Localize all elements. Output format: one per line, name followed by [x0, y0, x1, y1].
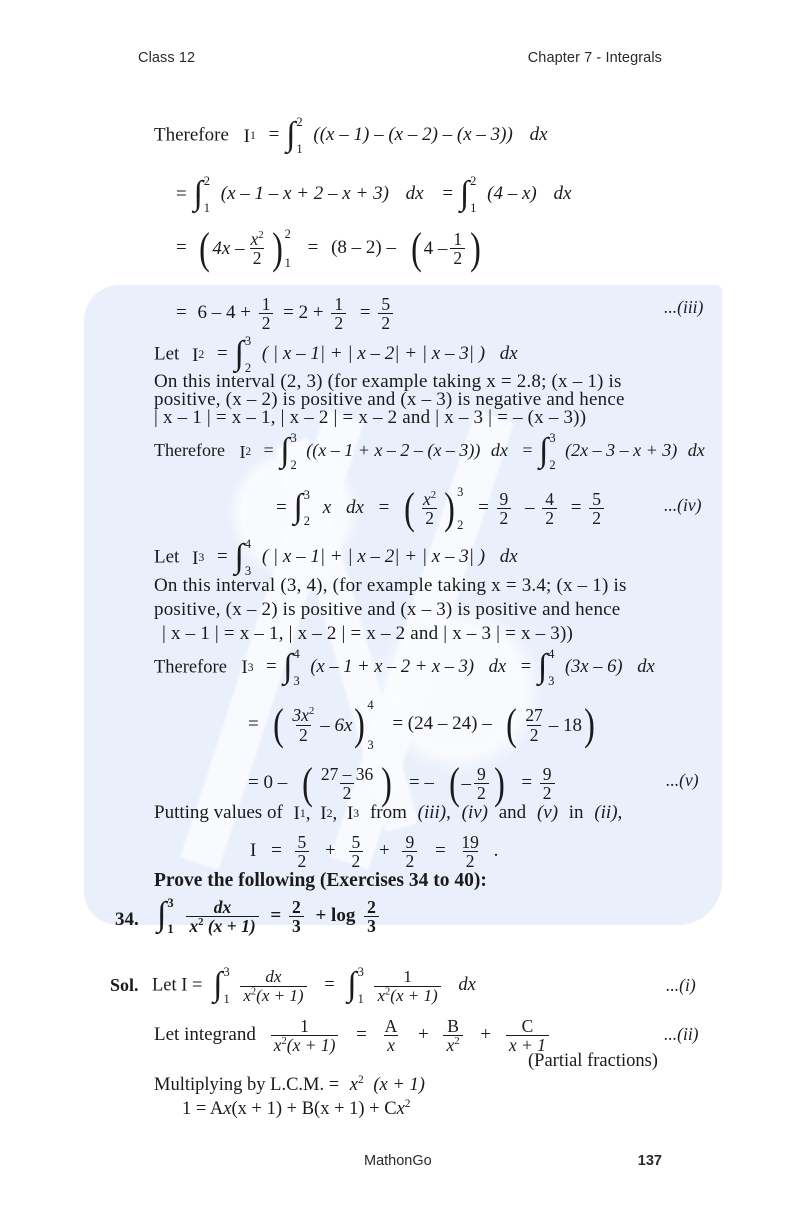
fraction-1-over-2 — [450, 230, 465, 267]
lcm-x: x — [349, 1075, 359, 1095]
paren-group-7 — [447, 758, 507, 809]
let-label-1: Let — [154, 343, 180, 365]
paren-group-1 — [197, 223, 291, 274]
integral-upper-limit-9: 4 — [293, 647, 300, 661]
equals-sign-16: = — [266, 657, 277, 678]
q34-frac-den-exp: 2 — [198, 916, 204, 929]
integrand-abs-sum-2: ( | x – 1| + | x – 2| + | x – 3| ) — [261, 546, 486, 568]
fraction-A-over-x — [382, 1017, 401, 1054]
therefore-label-3: Therefore — [154, 657, 227, 678]
frac-den-3: 2 — [259, 313, 274, 332]
coef-B-den: x — [446, 1035, 455, 1056]
sol-upper-limit: 3 — [223, 965, 230, 980]
integral-symbol-4: ∫ 3 2 — [234, 334, 252, 375]
q34-f3-den: 3 — [364, 916, 379, 935]
equation-line-i1-result — [176, 295, 396, 332]
fraction-nine-halves-2 — [474, 765, 489, 802]
left-paren-icon-4: ( — [273, 699, 285, 750]
integral-upper-limit-5: 3 — [290, 431, 297, 445]
therefore-label-2: Therefore — [154, 440, 225, 461]
ref-i2: I — [320, 803, 327, 825]
integral-lower-limit-2: 1 — [203, 200, 211, 215]
expansion-middle: (x + 1) + B(x + 1) + C — [231, 1099, 397, 1119]
interval-note-2-line-2: positive, (x – 2) is positive and (x – 3) is positive and hence — [154, 599, 621, 620]
integral-symbol-10: ∫ 4 3 — [537, 647, 555, 688]
paren-group-6 — [300, 758, 394, 809]
left-paren-icon: ( — [199, 223, 211, 274]
integral-lower-limit: 1 — [296, 141, 303, 156]
left-paren-icon-3: ( — [404, 483, 415, 534]
fraction-nine-halves-3 — [540, 765, 555, 802]
integral-symbol-12: ∫ 3 1 — [213, 965, 230, 1006]
integrand-decomposition-line — [154, 1017, 552, 1054]
ref-i1: I — [293, 803, 300, 825]
eval-lower-limit-2: 2 — [457, 518, 464, 533]
frac-den-9: 2 — [589, 508, 604, 527]
frac-num-exp-3: 2 — [308, 705, 315, 718]
integral-symbol-11: ∫ 3 1 — [157, 895, 174, 937]
equals-sign-9: = — [263, 440, 274, 461]
equals-sign-7: = — [359, 302, 371, 324]
frac-num-13: 5 — [297, 832, 307, 852]
frac-num-9: 27 — [525, 705, 543, 726]
equals-sign-21: = — [434, 840, 446, 862]
equation-line-i2-definition: Let I 2 = ∫ 3 2 ( | x – 1| + | x – 2| + | x – 3| ) dx — [154, 334, 518, 375]
equals-sign-13: = — [478, 497, 489, 519]
expr-4x-minus: 4x – — [212, 238, 245, 260]
and-label: and — [498, 802, 527, 823]
fraction-nine-halves-4 — [402, 833, 417, 870]
plus-sign-2: + — [378, 840, 390, 862]
q34-f3-num: 2 — [367, 897, 376, 917]
frac-den-17: 2 — [402, 851, 417, 870]
q34-fraction-two-thirds-2 — [364, 898, 379, 935]
question-34-expression — [155, 895, 382, 937]
right-paren-icon-4: ) — [354, 699, 366, 750]
lcm-x-exp: 2 — [358, 1073, 364, 1086]
solution-line-1 — [152, 965, 476, 1006]
left-paren-icon-6: ( — [302, 758, 313, 809]
q34-upper-limit: 3 — [167, 895, 174, 910]
frac-num-6: 9 — [499, 489, 509, 509]
integral-upper-limit-4: 3 — [244, 334, 252, 348]
q34-fraction-two-thirds-1 — [289, 898, 304, 935]
equation-line-i3-expand: Therefore I 3 = ∫ 4 3 (x – 1 + x – 2 + x – 3) dx = ∫ 4 3 (3x – 6) dx — [154, 647, 655, 688]
section-heading-prove: Prove the following (Exercises 34 to 40): — [154, 870, 487, 891]
expansion-x-2: x — [396, 1099, 405, 1119]
frac-num-2: 1 — [453, 229, 463, 249]
fraction-B-over-x2 — [443, 1017, 462, 1054]
right-paren-icon-2: ) — [470, 223, 481, 274]
differential-dx-10: dx — [637, 657, 655, 678]
equals-sign-14: = — [570, 497, 582, 519]
frac-num-3x: 3x — [292, 705, 309, 726]
eval-upper-limit: 2 — [284, 226, 291, 241]
question-number-34: 34. — [115, 909, 139, 930]
frac-den-6: 2 — [422, 508, 437, 527]
integrand-expression-4: ((x – 1 + x – 2 – (x – 3)) — [306, 440, 481, 461]
integ-frac-den-x: x — [273, 1035, 282, 1056]
integ-plus-2: + — [480, 1024, 492, 1046]
coef-A: A — [384, 1016, 398, 1036]
equals-zero-minus: = 0 – — [248, 772, 288, 794]
lcm-rest: (x + 1) — [373, 1075, 425, 1095]
coef-C: C — [521, 1016, 534, 1036]
equation-line-final-sum — [250, 833, 498, 870]
frac-den-5: 2 — [378, 313, 393, 332]
q34-f2-den: 3 — [289, 916, 304, 935]
sol-f2-den-x: x — [377, 985, 386, 1005]
frac-num-exp: 2 — [258, 229, 264, 242]
frac-num-16: 19 — [461, 832, 479, 852]
equation-tag-iii: ...(iii) — [664, 297, 704, 317]
integrand-x: x — [322, 497, 332, 519]
equals-sign: = — [268, 124, 280, 146]
integral-upper-limit-3: 2 — [470, 174, 477, 188]
integral-upper-limit-2: 2 — [203, 174, 211, 188]
paren-group-3 — [402, 483, 464, 534]
i-symbol-final: I — [250, 840, 257, 862]
frac-num-x: x — [250, 229, 259, 249]
frac-num-8: 5 — [592, 489, 601, 509]
sol-frac-num: dx — [265, 967, 282, 986]
expr-4-minus: 4 – — [423, 238, 448, 260]
differential-dx-9: dx — [488, 657, 507, 678]
integral-lower-limit-3: 1 — [470, 200, 477, 215]
integral-lower-limit-9: 3 — [293, 673, 300, 688]
integral-lower-limit-8: 3 — [244, 563, 252, 578]
solution-let-i: Let I = — [152, 975, 203, 996]
frac-den: 2 — [250, 248, 265, 267]
fraction-five-halves-2 — [589, 490, 604, 527]
sol-differential-dx: dx — [458, 975, 476, 996]
left-paren-icon-5: ( — [506, 699, 518, 750]
coef-C-den: x + 1 — [506, 1035, 549, 1054]
integrand-expression-3: (4 – x) — [487, 183, 537, 205]
integral-lower-limit-7: 2 — [303, 514, 311, 529]
expansion-prefix: 1 = A — [182, 1099, 224, 1119]
integral-lower-limit-4: 2 — [244, 360, 252, 375]
i3-symbol: I — [192, 547, 199, 569]
integrand-abs-sum-1: ( | x – 1| + | x – 2| + | x – 3| ) — [261, 343, 486, 365]
equation-line-i3-antiderivative — [248, 698, 597, 752]
expr-minus-6x: – 6x — [320, 714, 353, 736]
equation-line-i2-result — [276, 483, 607, 534]
i3-symbol-2: I — [241, 657, 248, 678]
integral-lower-limit-10: 3 — [548, 673, 555, 688]
interval-note-line-1: On this interval (2, 3) (for example taking x = 2.8; (x – 1) is — [154, 371, 622, 392]
sol-frac-den-rest: (x + 1) — [256, 985, 304, 1005]
sol-f2-den-rest: (x + 1) — [390, 985, 438, 1005]
header-chapter-label: Chapter 7 - Integrals — [527, 50, 662, 66]
integ-frac-num: 1 — [300, 1016, 309, 1036]
eval-upper-limit-2: 3 — [457, 484, 464, 499]
frac-num-10: 27 – 36 — [320, 764, 374, 784]
expr-6-minus-4: 6 – 4 + — [197, 302, 251, 324]
integral-symbol-8: ∫ 4 3 — [234, 537, 252, 578]
frac-den-11: 2 — [527, 725, 542, 744]
paren-group-5 — [504, 699, 596, 750]
fraction-five-halves-4 — [349, 833, 364, 870]
equals-sign-4: = — [176, 237, 187, 259]
left-paren-icon-2: ( — [410, 223, 422, 274]
fraction-five-halves-3 — [295, 833, 310, 870]
integral-symbol: ∫ 2 1 — [286, 115, 303, 156]
ref-tag-iii: (iii) — [417, 802, 447, 823]
interval-note-line-3: | x – 1 | = x – 1, | x – 2 | = x – 2 and | x – 3 | = – (x – 3)) — [154, 407, 587, 428]
equation-line-i3-definition: Let I 3 = ∫ 4 3 ( | x – 1| + | x – 2| + | x – 3| ) dx — [154, 537, 518, 578]
expansion-x-2-exp: 2 — [404, 1097, 411, 1110]
sol-frac-den-exp: 2 — [250, 986, 257, 998]
frac-num-14: 5 — [351, 832, 361, 852]
sol-equals: = — [324, 975, 335, 996]
solution-label: Sol. — [110, 975, 139, 995]
eval-lower-limit: 1 — [284, 256, 291, 271]
partial-fractions-note: (Partial fractions) — [528, 1051, 658, 1071]
sol-lower-limit: 1 — [223, 991, 230, 1006]
equals-two-plus: = 2 + — [283, 302, 324, 324]
frac-den-16: 2 — [349, 851, 364, 870]
header-class-label: Class 12 — [138, 50, 196, 66]
frac-num-x-2: x — [423, 489, 431, 509]
frac-num-11: 9 — [476, 764, 486, 784]
left-paren-icon-7: ( — [448, 758, 460, 809]
q34-fraction-dx — [186, 898, 258, 935]
equals-sign-18: = — [248, 713, 259, 735]
period-mark: . — [493, 840, 499, 862]
equation-line-i2-expand: Therefore I 2 = ∫ 3 2 ((x – 1 + x – 2 – (x – 3)) dx = ∫ 3 2 (2x – 3 – x + 3) dx — [154, 431, 705, 472]
coef-A-den: x — [384, 1035, 398, 1054]
frac-den-14: 2 — [540, 783, 555, 802]
integral-lower-limit-5: 2 — [290, 457, 297, 472]
frac-den-10: 2 — [296, 725, 311, 744]
integral-lower-limit-6: 2 — [549, 457, 556, 472]
right-paren-icon-5: ) — [584, 699, 595, 750]
fraction-four-halves — [542, 490, 557, 527]
plus-sign-1: + — [325, 840, 336, 862]
fraction-x2-over-2-b — [420, 490, 439, 527]
paren-group-2 — [409, 223, 483, 274]
frac-den-7: 2 — [497, 508, 512, 527]
frac-den-2: 2 — [450, 248, 465, 267]
ref-tag-v: (v) — [536, 802, 559, 823]
equation-line-i3-result — [248, 758, 558, 809]
i2-symbol: I — [192, 344, 199, 366]
equals-sign-11: = — [276, 497, 287, 519]
lcm-line — [154, 1073, 425, 1095]
differential-dx-8: dx — [499, 546, 518, 568]
ref-tag-ii: (ii), — [594, 802, 623, 823]
sol-fraction-one — [374, 968, 440, 1004]
integral-upper-limit-6: 3 — [549, 431, 556, 445]
putting-values-label: Putting values of — [154, 802, 283, 823]
frac-den-8: 2 — [542, 508, 557, 527]
fraction-3x2-over-2 — [289, 706, 317, 743]
sol-fraction-dx — [240, 968, 306, 1004]
fraction-C-over-x-plus-1 — [506, 1017, 549, 1054]
frac-den-15: 2 — [295, 851, 310, 870]
right-paren-icon-3: ) — [444, 483, 455, 534]
let-integrand-label: Let integrand — [154, 1024, 256, 1046]
fraction-27-over-2 — [522, 706, 545, 743]
i2-symbol-2: I — [239, 442, 246, 462]
expansion-line — [182, 1097, 411, 1119]
value-24-minus-24: = (24 – 24) – — [392, 713, 492, 735]
equals-sign-8: = — [217, 343, 228, 365]
interval-note-2-line-3: | x – 1 | = x – 1, | x – 2 | = x – 2 and | x – 3 | = x – 3)) — [162, 623, 574, 644]
equals-sign-3: = — [442, 183, 454, 205]
frac-den-13: 2 — [474, 783, 489, 802]
frac-num-4: 1 — [334, 294, 344, 314]
integral-upper-limit-10: 4 — [548, 647, 555, 661]
therefore-label: Therefore — [154, 124, 229, 146]
differential-dx-6: dx — [687, 440, 705, 461]
footer-brand: MathonGo — [364, 1153, 432, 1169]
frac-num-12: 9 — [542, 764, 552, 784]
q34-plus-log: + log — [315, 905, 356, 927]
equals-sign-5: = — [307, 237, 319, 259]
q34-frac-den-x: x — [189, 916, 199, 937]
frac-num-7: 4 — [545, 489, 555, 509]
sol-frac-den-x: x — [243, 985, 251, 1005]
right-paren-icon-6: ) — [381, 758, 393, 809]
integ-frac-den-exp: 2 — [281, 1035, 287, 1048]
paren-group-4 — [271, 698, 374, 752]
equation-line-i1-setup: Therefore I 1 = ∫ 2 1 ((x – 1) – (x – 2) – (x – 3)) dx — [154, 115, 548, 156]
minus-sign-1: – — [525, 497, 535, 519]
differential-dx-4: dx — [499, 343, 518, 365]
ref-tag-iv: (iv) — [461, 802, 488, 823]
integrand-expression-2: (x – 1 – x + 2 – x + 3) — [220, 183, 389, 205]
frac-den-4: 2 — [331, 313, 346, 332]
equation-tag-i: ...(i) — [666, 975, 696, 995]
integ-plus-1: + — [418, 1024, 429, 1046]
equation-tag-ii: ...(ii) — [664, 1024, 699, 1044]
frac-den-12: 2 — [340, 783, 355, 802]
fraction-nine-halves-1 — [497, 490, 512, 527]
integrand-fraction — [271, 1017, 339, 1054]
fraction-half-1 — [259, 295, 274, 332]
value-8-minus-2: (8 – 2) – — [331, 237, 396, 259]
equals-sign-10: = — [522, 440, 533, 461]
integ-equals: = — [356, 1024, 367, 1046]
equals-sign-17: = — [520, 657, 532, 678]
integral-symbol-9: ∫ 4 3 — [283, 647, 300, 688]
from-label: from — [369, 802, 407, 823]
fraction-nineteen-halves — [458, 833, 481, 870]
integral-symbol-13: ∫ 3 1 — [347, 965, 364, 1006]
integ-frac-den-rest: (x + 1) — [286, 1035, 336, 1056]
right-paren-icon: ) — [271, 223, 283, 274]
frac-num-15: 9 — [405, 832, 415, 852]
equals-sign-6: = — [176, 302, 187, 324]
integrand-expression: ((x – 1) – (x – 2) – (x – 3)) — [313, 124, 513, 146]
fraction-five-halves-1 — [378, 295, 393, 332]
integrand-expression-7: (3x – 6) — [565, 657, 623, 678]
frac-den-18: 2 — [463, 851, 478, 870]
frac-num-3: 1 — [261, 294, 271, 314]
integral-upper-limit-7: 3 — [303, 487, 311, 502]
sol-lower-limit-2: 1 — [357, 991, 364, 1006]
fraction-x2-over-2 — [248, 230, 267, 267]
right-paren-icon-7: ) — [493, 758, 505, 809]
page-number: 137 — [637, 1153, 662, 1169]
integrand-expression-6: (x – 1 + x – 2 + x – 3) — [310, 657, 475, 678]
coef-B-den-exp: 2 — [454, 1035, 460, 1048]
putting-values-line: Putting values of I 1 , I 2 , I 3 from (iii), (iv) and (v) in (ii), — [154, 802, 623, 825]
integral-symbol-2: ∫ 2 1 — [193, 174, 211, 215]
eval-upper-limit-3: 4 — [367, 698, 374, 712]
sol-upper-limit-2: 3 — [357, 965, 364, 980]
in-label: in — [568, 802, 584, 823]
sol-f2-den-exp: 2 — [385, 986, 391, 998]
differential-dx-7: dx — [345, 497, 364, 519]
interval-note-2-line-1: On this interval (3, 4), (for example taking x = 3.4; (x – 1) is — [154, 575, 627, 596]
lcm-label: Multiplying by L.C.M. = — [154, 1075, 340, 1095]
equation-line-i1-antiderivative — [176, 223, 483, 274]
equation-tag-iv: ...(iv) — [664, 495, 702, 515]
fraction-27-minus-36-over-2 — [318, 765, 376, 802]
interval-note-line-2: positive, (x – 2) is positive and (x – 3) is negative and hence — [154, 389, 625, 410]
equation-line-i1-expand — [176, 174, 572, 215]
equals-minus: = – — [408, 772, 434, 794]
equation-tag-v: ...(v) — [666, 770, 699, 790]
equals-sign-20: = — [271, 840, 282, 862]
integral-symbol-5: ∫ 3 2 — [280, 431, 297, 472]
coef-B: B — [447, 1016, 459, 1036]
q34-frac-den-rest: (x + 1) — [207, 916, 256, 937]
integrand-expression-5: (2x – 3 – x + 3) — [565, 440, 678, 461]
sol-f2-num: 1 — [403, 967, 412, 986]
expr-minus-18: – 18 — [548, 714, 583, 736]
q34-equals: = — [270, 905, 282, 927]
differential-dx-2: dx — [405, 183, 424, 205]
frac-num-5: 5 — [381, 294, 391, 314]
i1-symbol: I — [243, 125, 250, 147]
differential-dx: dx — [529, 124, 548, 146]
expansion-x-1: x — [223, 1099, 232, 1119]
eval-lower-limit-3: 3 — [367, 737, 374, 752]
ref-i3: I — [346, 803, 354, 825]
q34-frac-num: dx — [213, 897, 232, 917]
equals-sign-12: = — [378, 497, 390, 519]
equals-sign-2: = — [176, 183, 187, 205]
integral-upper-limit-8: 4 — [244, 537, 252, 551]
comma-1: , — [446, 802, 451, 823]
equals-sign-19: = — [521, 772, 533, 794]
q34-f2-num: 2 — [291, 897, 301, 917]
integral-symbol-7: ∫ 3 2 — [293, 487, 311, 529]
let-label-2: Let — [154, 546, 180, 568]
integral-symbol-3: ∫ 2 1 — [459, 174, 477, 215]
frac-num-exp-2: 2 — [430, 489, 437, 502]
fraction-half-2 — [331, 295, 346, 332]
inner-minus-sign: – — [461, 773, 471, 795]
integral-upper-limit: 2 — [296, 115, 303, 129]
differential-dx-5: dx — [490, 440, 508, 461]
differential-dx-3: dx — [553, 183, 572, 205]
integral-symbol-6: ∫ 3 2 — [539, 431, 556, 472]
q34-lower-limit: 1 — [167, 922, 174, 937]
equals-sign-15: = — [217, 546, 228, 568]
